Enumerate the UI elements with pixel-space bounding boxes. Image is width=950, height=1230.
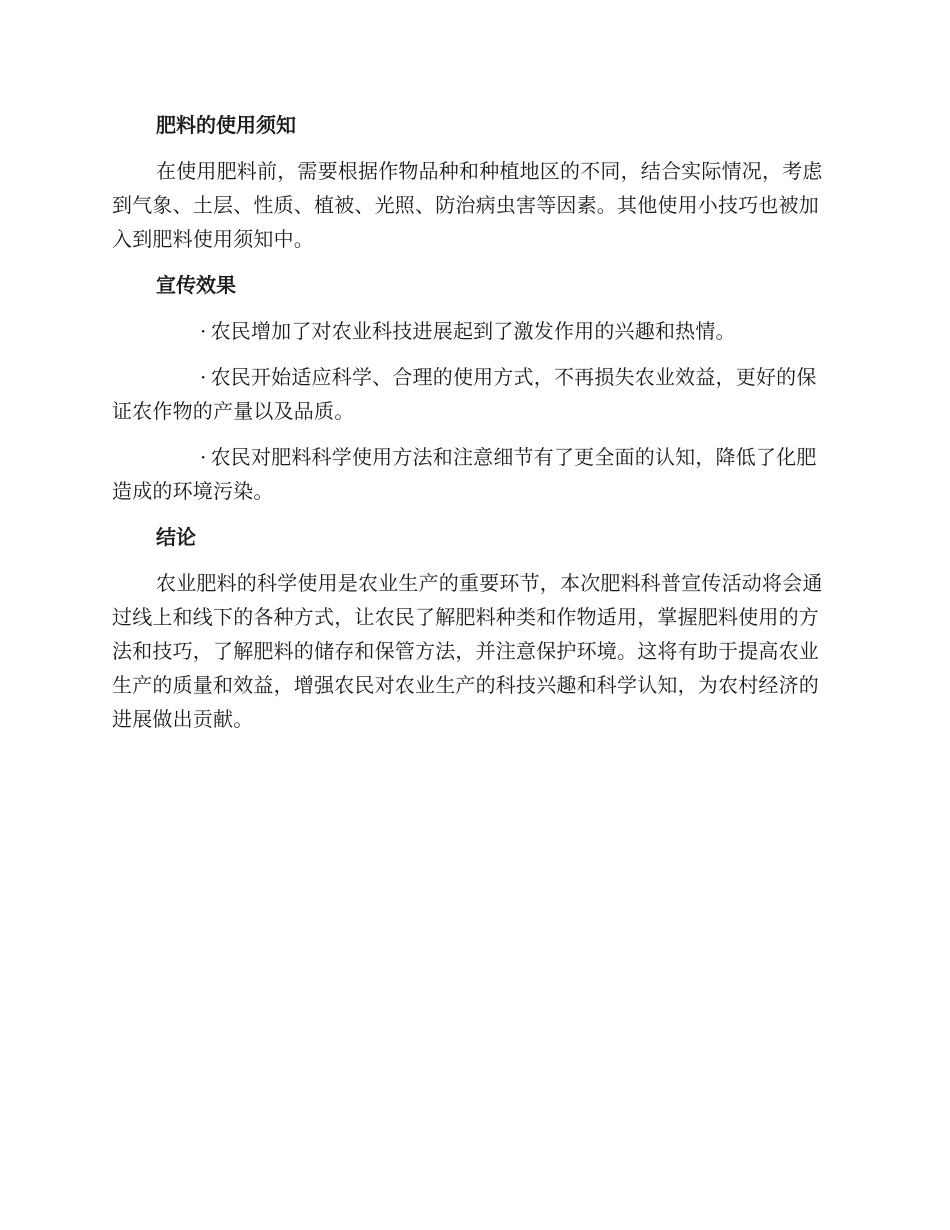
bullet-dot-icon: · [200, 445, 207, 469]
conclusion-paragraph: 农业肥料的科学使用是农业生产的重要环节，本次肥料科普宣传活动将会通过线上和线下的各种方式，让农民了解肥料种类和作物适用，掌握肥料使用的方法和技巧，了解肥料的储存和保管方法，并注意保护环境。这将有助于提高农业生产的质量和效益，增强农民对农业生产的科技兴趣和科学认知，为农村经济的进展做出贡献。 [112, 571, 823, 731]
section-heading-conclusion: 结论 [156, 525, 196, 549]
bullet-dot-icon: · [200, 365, 207, 389]
effect-bullet-text: 农民增加了对农业科技进展起到了激发作用的兴趣和热情。 [210, 319, 736, 343]
effect-bullet-1 [112, 314, 832, 348]
effect-bullet-text: 农民开始适应科学、合理的使用方式，不再损失农业效益，更好的保证农作物的产量以及品质。 [112, 365, 817, 423]
usage-paragraph: 在使用肥料前，需要根据作物品种和种植地区的不同，结合实际情况，考虑到气象、土层、性质、植被、光照、防治病虫害等因素。其他使用小技巧也被加入到肥料使用须知中。 [112, 159, 823, 251]
section-heading-usage: 肥料的使用须知 [156, 113, 296, 137]
bullet-dot-icon: · [200, 319, 207, 343]
effect-bullet-2 [112, 360, 832, 428]
effect-bullet-3 [112, 440, 832, 508]
section-heading-effect: 宣传效果 [156, 273, 236, 297]
effect-bullet-text: 农民对肥料科学使用方法和注意细节有了更全面的认知，降低了化肥造成的环境污染。 [112, 445, 817, 503]
document-body [112, 108, 832, 748]
